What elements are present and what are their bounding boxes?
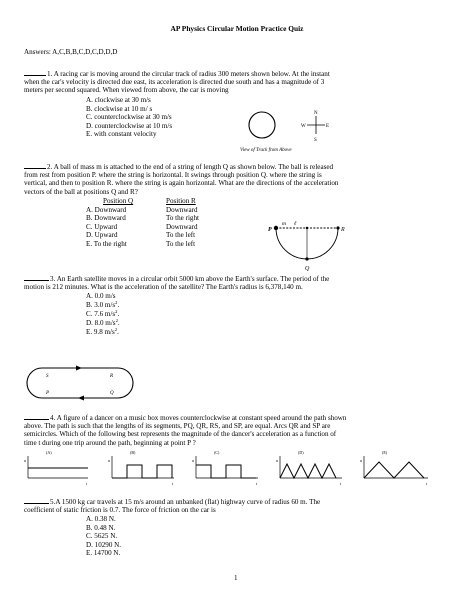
q2-row-b-q: B. Downward (86, 214, 126, 222)
q2-col-header-q: Position Q (103, 197, 134, 205)
q1-choice-b: B. clockwise at 10 m/ s (86, 104, 153, 113)
q5-choice-d: D. 10290 N. (86, 540, 122, 549)
q5-choice-a: A. 0.38 N. (86, 515, 116, 523)
svg-text:t: t (256, 481, 258, 486)
q3-line-1: 3. An Earth satellite moves in a circular orbit 5000 km above the Earth's surface. The period of the (24, 274, 329, 283)
svg-text:(A): (A) (46, 450, 52, 455)
page-title: AP Physics Circular Motion Practice Quiz (170, 24, 304, 33)
q2-row-a-q: A. Downward (86, 205, 127, 214)
svg-text:a: a (360, 458, 362, 463)
q2-row-c-q: C. Upward (86, 222, 118, 231)
svg-text:W: W (301, 124, 306, 129)
svg-text:ℓ: ℓ (294, 221, 297, 227)
q2-row-e-r: To the left (166, 239, 196, 248)
svg-text:R: R (341, 227, 345, 233)
q4-line-2: above. The path is such that the lengths of its segments, PQ, QR, RS, and SP, are equal. Arcs QR and SP are (24, 421, 331, 430)
q2-line-4: vectors of the ball at positions Q and R? (24, 187, 138, 196)
q1-choice-c: C. counterclockwise at 30 m/s (86, 113, 172, 121)
q1-line-3: meters per second squared. When viewed from above, the car is moving (24, 86, 229, 94)
q2-line-2: from rest from position P. where the string is horizontal. It swings through position Q. where the string is (24, 170, 322, 179)
svg-text:E: E (326, 124, 330, 129)
q2-line-3: vertical, and then to position R. where the string is again horizontal. What are the directions of the acceleration (24, 179, 339, 187)
q5-choice-c: C. 5625 N. (86, 532, 118, 540)
answer-blank[interactable] (24, 274, 49, 281)
answer-blank[interactable] (24, 413, 49, 420)
q1-choice-e: E. with constant velocity (86, 130, 157, 138)
q3-choice-a: A. 0.0 m/s (86, 292, 116, 300)
svg-text:N: N (314, 111, 318, 116)
q5-choice-b: B. 0.48 N. (86, 523, 116, 532)
q4-track-figure (20, 364, 140, 402)
q3-choice-e: E. 9.8 $m/s^2$. (86, 327, 119, 336)
svg-text:P: P (268, 227, 272, 233)
svg-text:(B): (B) (130, 450, 136, 455)
svg-text:S: S (314, 138, 317, 142)
q5-line-2: coefficient of static friction is 0.7. The force of friction on the car is (24, 505, 216, 514)
q5-choice-e: E. 14700 N. (86, 549, 121, 557)
svg-text:a: a (192, 458, 194, 463)
q4-line-1: 4. A figure of a dancer on a music box moves counterclockwise at constant speed around the path shown (24, 413, 346, 422)
graph-d (276, 450, 342, 486)
svg-text:a: a (108, 458, 110, 463)
q2-pendulum-figure (268, 218, 352, 274)
svg-text:a: a (24, 458, 26, 463)
q3-choice-b: B. 3.0 $m/s^2$. (86, 300, 120, 309)
svg-text:t: t (340, 481, 342, 486)
svg-text:t: t (426, 481, 428, 486)
svg-text:Q: Q (305, 266, 310, 272)
svg-text:(D): (D) (298, 450, 304, 455)
q1-compass (300, 108, 332, 142)
q3-choice-c: C. 7.6 $m/s^2$. (86, 309, 120, 318)
answer-blank[interactable] (24, 497, 49, 504)
q1-line-2: when the car's velocity is directed due east, its acceleration is directed due south and has a magnitude of 3 (24, 77, 325, 86)
svg-text:R: R (110, 374, 114, 379)
graph-b (108, 450, 174, 486)
q2-row-e-q: E. To the right (86, 239, 127, 248)
q3-choice-d: D. 8.0 $m/s^2$. (86, 318, 120, 327)
answer-key: Answers: A,C,B,B,C,D,C,D,D,D (24, 48, 118, 56)
graph-c (192, 450, 258, 486)
q2-row-c-r: Downward (166, 222, 198, 231)
svg-text:t: t (86, 481, 88, 486)
q2-col-header-r: Position R (166, 197, 196, 205)
q4-line-3: semicircles. Which of the following best represents the magnitude of the dancer's acceleration as a function of (24, 430, 337, 438)
q4-line-4: time t during one trip around the path, beginning at point P ? (24, 438, 196, 447)
svg-text:t: t (172, 481, 174, 486)
svg-text:Q: Q (110, 391, 114, 396)
answer-blank[interactable] (24, 162, 46, 169)
q2-row-d-q: D. Upward (86, 231, 118, 239)
svg-text:P: P (46, 391, 50, 396)
track-caption: View of Track from Above (240, 148, 292, 153)
graph-e (360, 450, 428, 486)
svg-text:m: m (282, 221, 286, 227)
answer-blank[interactable] (24, 69, 46, 76)
svg-text:S: S (46, 374, 49, 379)
q2-row-a-r: Downward (166, 205, 198, 214)
q4-answer-graphs (24, 448, 438, 488)
page-number: 1 (234, 574, 238, 582)
q1-choice-a: A. clockwise at 30 m/s (86, 96, 151, 104)
graph-a (24, 450, 88, 486)
svg-text:(C): (C) (214, 450, 220, 455)
q1-choice-d: D. counterclockwise at 10 m/s (86, 121, 173, 130)
q2-line-1: 2. A ball of mass m is attached to the end of a string of length Q as shown below. The ball is released (24, 162, 333, 171)
svg-text:a: a (276, 458, 278, 463)
q2-row-d-r: To the left (166, 231, 196, 239)
q5-line-1: 5.A 1500 kg car travels at 15 m/s around an unbanked (flat) highway curve of radius 60 m. The (24, 497, 320, 506)
svg-text:(E): (E) (382, 450, 388, 455)
q2-row-b-r: To the right (166, 214, 199, 222)
q3-line-2: motion is 212 minutes. What is the acceleration of the satellite? The Earth's radius is 6,378,140 m. (24, 282, 303, 291)
q1-line-1: 1. A racing car is moving around the circular track of radius 300 meters shown below. At the instant (24, 69, 330, 78)
